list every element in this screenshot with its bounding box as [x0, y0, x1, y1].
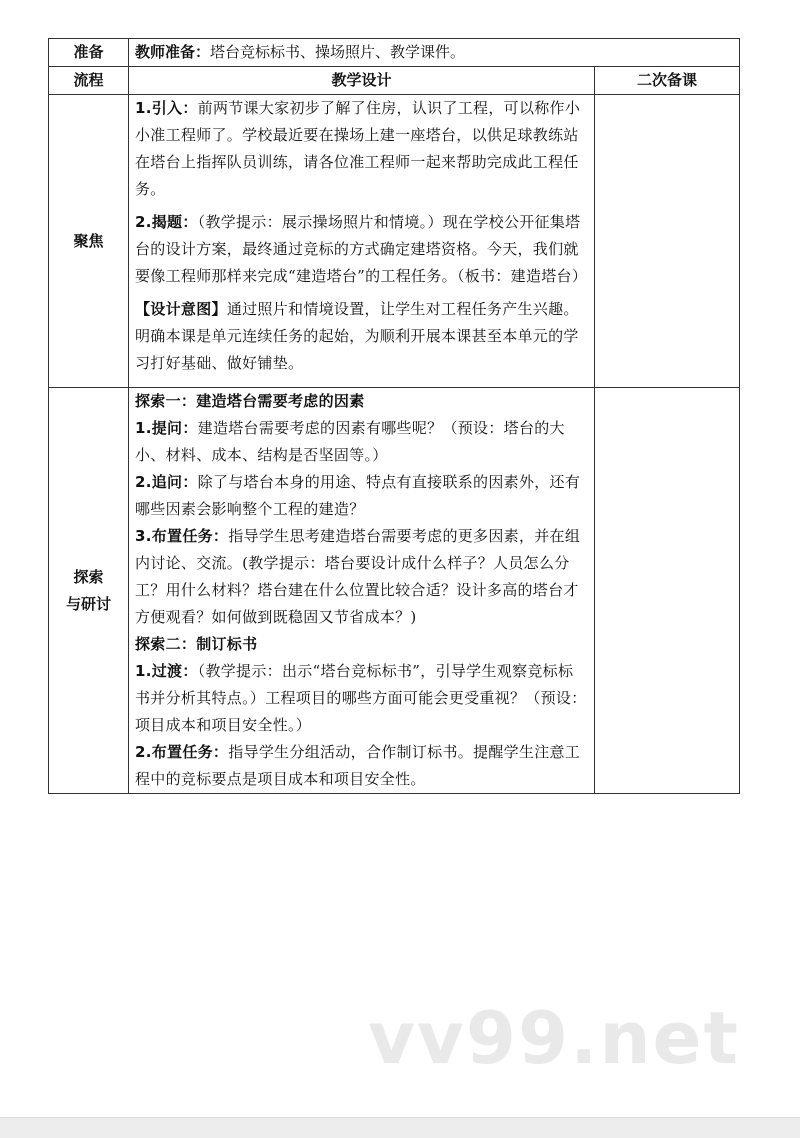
explore-label-line2: 与研讨: [65, 594, 111, 613]
focus-label: 聚焦: [49, 95, 129, 388]
explore-s2-paragraph-2: [135, 739, 588, 793]
focus-paragraph-3: [135, 296, 588, 377]
explore-s1-text-3: 指导学生思考建造塔台需要考虑的更多因素，并在组内讨论、交流。(教学提示：塔台要设计成什么样子？人员怎么分工？用什么材料？塔台建在什么位置比较合适？设计多高的塔台才方便观看？如何做到既稳固又节省成本？): [135, 527, 581, 626]
explore-s2-key-2: 2.布置任务：: [135, 743, 229, 761]
explore-section-1-title: 探索一：建造塔台需要考虑的因素: [135, 392, 365, 410]
focus-text-1: 前两节课大家初步了解了住房，认识了工程，可以称作小小准工程师了。学校最近要在操场上建一座塔台，以供足球教练站在塔台上指挥队员训练，请各位准工程师一起来帮助完成此工程任务。: [135, 99, 581, 198]
explore-section-2-title: 探索二：制订标书: [135, 635, 258, 653]
explore-s1-key-3: 3.布置任务：: [135, 527, 229, 545]
explore-s1-text-2: 除了与塔台本身的用途、特点有直接联系的因素外，还有哪些因素会影响整个工程的建造？: [135, 473, 581, 518]
prepare-row: [49, 39, 740, 67]
focus-text-2: （教学提示：展示操场照片和情境。）现在学校公开征集塔台的设计方案，最终通过竞标的方式确定建塔资格。今天，我们就要像工程师那样来完成“建造塔台”的工程任务。（板书：建造塔台）: [135, 213, 588, 285]
header-row: [49, 67, 740, 95]
focus-text-3: 通过照片和情境设置，让学生对工程任务产生兴趣。明确本课是单元连续任务的起始，为顺利开展本课甚至本单元的学习打好基础、做好铺垫。: [135, 300, 579, 372]
explore-row: [49, 388, 740, 794]
focus-key-1: 1.引入：: [135, 99, 198, 117]
header-design: 教学设计: [129, 67, 595, 95]
explore-s1-key-1: 1.提问：: [135, 419, 198, 437]
explore-s1-text-1: 建造塔台需要考虑的因素有哪些呢？（预设：塔台的大小、材料、成本、结构是否坚固等。）: [135, 419, 565, 464]
explore-s2-text-2: 指导学生分组活动，合作制订标书。提醒学生注意工程中的竞标要点是项目成本和项目安全性。: [135, 743, 581, 788]
explore-design-cell: [129, 388, 595, 794]
explore-s1-key-2: 2.追问：: [135, 473, 198, 491]
explore-label: [49, 388, 129, 794]
prepare-label: 准备: [49, 39, 129, 67]
bottom-bar: [0, 1117, 800, 1138]
prepare-content: [129, 39, 740, 67]
header-second-prep: 二次备课: [595, 67, 740, 95]
header-process: 流程: [49, 67, 129, 95]
focus-key-2: 2.揭题：: [135, 213, 198, 231]
watermark: vv99.net: [368, 996, 740, 1080]
lesson-plan-table: [48, 38, 740, 794]
focus-second-prep-cell: [595, 95, 740, 388]
prepare-text: 塔台竞标标书、操场照片、教学课件。: [210, 43, 466, 61]
focus-paragraph-1: [135, 95, 588, 203]
focus-paragraph-2: [135, 209, 588, 290]
focus-design-cell: [129, 95, 595, 388]
explore-s1-paragraph-2: [135, 469, 588, 523]
prepare-key: 教师准备：: [135, 43, 211, 61]
explore-s2-key-1: 1.过渡：: [135, 662, 198, 680]
explore-s2-paragraph-1: [135, 658, 588, 739]
focus-row: [49, 95, 740, 388]
design-intent-key: 【设计意图】: [135, 300, 227, 318]
explore-second-prep-cell: [595, 388, 740, 794]
explore-label-line1: 探索: [73, 567, 104, 586]
explore-s1-paragraph-3: [135, 523, 588, 631]
explore-s2-text-1: （教学提示：出示“塔台竞标标书”，引导学生观察竞标标书并分析其特点。）工程项目的哪些方面可能会更受重视？（预设：项目成本和项目安全性。）: [135, 662, 587, 734]
explore-s1-paragraph-1: [135, 415, 588, 469]
